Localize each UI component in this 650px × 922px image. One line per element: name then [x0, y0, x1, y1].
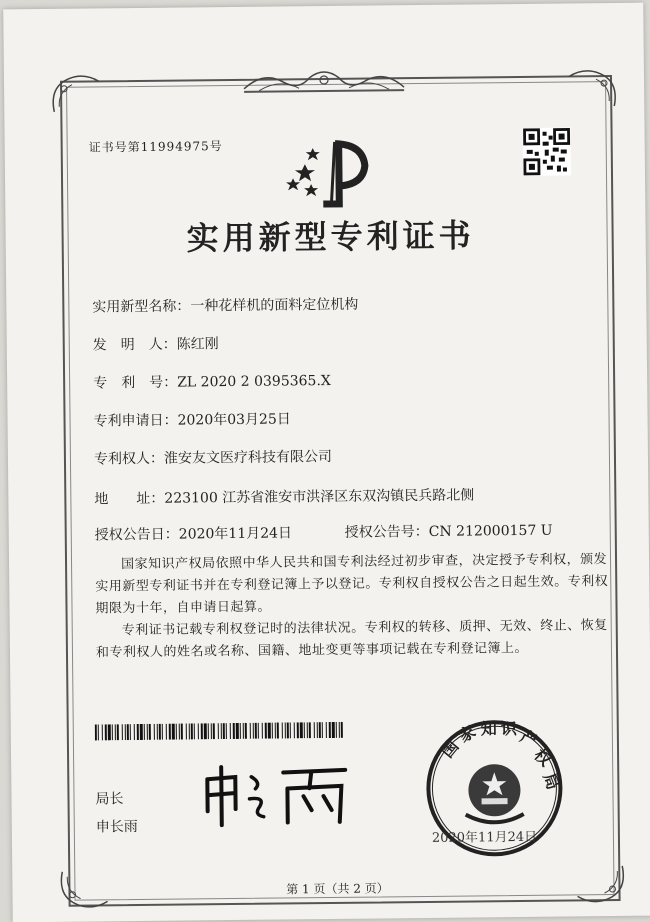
field-label: 发 明 人：	[92, 336, 177, 354]
certificate-number: 证书号第11994975号	[88, 139, 223, 155]
field-label: 实用新型名称：	[92, 298, 191, 316]
svg-text:国: 国	[437, 736, 463, 762]
field-value: 淮安友文医疗科技有限公司	[163, 448, 333, 467]
field-label: 专利权人：	[93, 450, 165, 468]
certificate-title: 实用新型专利证书	[186, 216, 475, 258]
field-grant-number	[345, 520, 553, 542]
field-label: 授权公告日：	[94, 526, 179, 544]
director-signature	[199, 758, 350, 830]
svg-text:识: 识	[500, 719, 517, 739]
field-label: 专利申请日：	[93, 412, 178, 430]
corner-ornament-top-left	[44, 66, 105, 117]
field-value: 陈红刚	[176, 336, 219, 353]
barcode-icon	[95, 722, 345, 741]
field-label: 专 利 号：	[93, 374, 178, 392]
field-value: 一种花样机的面料定位机构	[190, 296, 359, 315]
svg-text:知: 知	[480, 719, 497, 739]
field-filing-date	[93, 408, 290, 430]
svg-text:产: 产	[517, 726, 540, 751]
body-paragraph-1: 国家知识产权局依照中华人民共和国专利法经过初步审查，决定授予专利权，颁发实用新型专利证书并在专利登记簿上予以登记。专利权自授权公告之日起生效。专利权期限为十年，自申请日起算。	[95, 552, 609, 617]
field-label: 授权公告号：	[344, 523, 429, 541]
seal-date: 2020年11月24日	[431, 829, 538, 846]
patent-office-emblem-icon	[283, 133, 376, 208]
field-value: 2020年11月24日	[178, 525, 293, 543]
field-label: 地 址：	[94, 490, 165, 508]
field-value: ZL 2020 2 0395365.X	[177, 372, 331, 391]
field-value: 223100 江苏省淮安市洪泽区东双沟镇民兵路北侧	[164, 487, 475, 507]
svg-text:局: 局	[539, 770, 563, 793]
field-patent-number	[93, 370, 331, 392]
field-value: 2020年03月25日	[177, 411, 291, 429]
top-ornament	[239, 67, 409, 95]
field-patentee	[94, 446, 332, 468]
certificate-paper	[3, 3, 650, 922]
director-title: 局长	[95, 791, 124, 808]
field-utility-model-name	[92, 294, 358, 317]
body-paragraph-2: 专利证书记载专利权登记时的法律状况。专利权的转移、质押、无效、终止、恢复和专利权人的姓名或名称、国籍、地址变更等事项记载在专利登记簿上。	[95, 618, 608, 661]
field-value: CN 212000157 U	[428, 522, 553, 540]
qr-code-icon	[523, 127, 572, 176]
svg-text:权: 权	[530, 745, 556, 770]
svg-text:家: 家	[455, 721, 479, 747]
field-grant-date	[95, 522, 292, 544]
director-name: 申长雨	[95, 819, 138, 836]
corner-ornament-top-right	[564, 61, 625, 112]
field-inventor	[93, 333, 219, 354]
field-address	[94, 484, 474, 508]
page-number: 第 1 页（共 2 页）	[286, 881, 389, 897]
